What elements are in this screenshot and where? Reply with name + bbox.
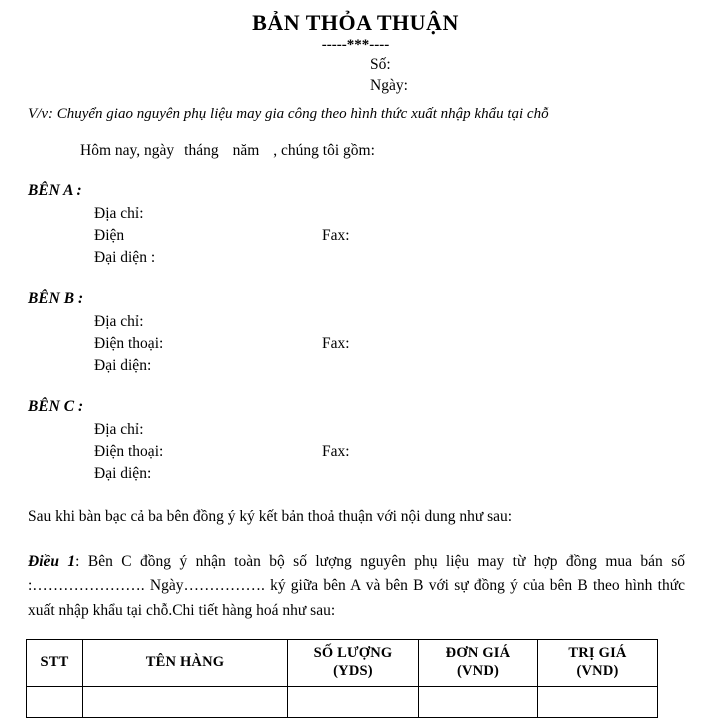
goods-header-don-gia: [419, 639, 538, 686]
goods-header-so-luong-main: SỐ LƯỢNG: [313, 645, 393, 662]
party-block-a: [0, 181, 711, 269]
goods-table-head: [27, 639, 658, 686]
page-title: BẢN THỎA THUẬN: [252, 10, 459, 35]
party-b-rep-label: Đại diện:: [94, 357, 152, 375]
subject-line: V/v: Chuyển giao nguyên phụ liệu may gia công theo hình thức xuất nhập khẩu tại chỗ: [28, 105, 549, 122]
party-a-title: BÊN A :: [28, 182, 82, 200]
party-b-address-row: [94, 311, 711, 333]
agreement-intro-paragraph: Sau khi bàn bạc cả ba bên đồng ý ký kết bản thoả thuận với nội dung như sau:: [28, 508, 513, 526]
party-b-phone-row: [94, 333, 711, 355]
party-block-c: [0, 397, 711, 485]
goods-header-stt: [27, 639, 83, 686]
article-1-label: Điều 1: [28, 552, 76, 570]
goods-table-container: [0, 639, 711, 718]
intro-part-1: Hôm nay, ngày: [80, 142, 175, 160]
goods-cell-so-luong[interactable]: [288, 686, 419, 717]
goods-cell-ten-hang[interactable]: [83, 686, 288, 717]
article-1-text: : Bên C đồng ý nhận toàn bộ số lượng nguyên phụ liệu may từ hợp đồng mua bán số :…………………. Ngày……………. ký giữa bên A và bên B với sự đồng ý của bên B theo hình thức xuất nhập khẩu tại chỗ.Chi tiết hàng hoá như sau:: [28, 552, 685, 619]
party-a-address-label: Địa chỉ:: [94, 205, 144, 223]
party-a-fax-label: Fax:: [322, 227, 350, 245]
party-block-b: [0, 289, 711, 377]
party-c-address-row: [94, 419, 711, 441]
party-a-phone-row: [94, 225, 711, 247]
goods-table-header-row: [27, 639, 658, 686]
party-a-rep-label: Đại diện :: [94, 249, 156, 267]
party-c-address-label: Địa chỉ:: [94, 421, 144, 439]
party-b-address-label: Địa chỉ:: [94, 313, 144, 331]
party-b-fax-label: Fax:: [322, 335, 350, 353]
document-meta: [0, 55, 711, 97]
goods-header-ten-hang-main: TÊN HÀNG: [145, 654, 225, 671]
goods-header-don-gia-main: ĐƠN GIÁ: [445, 645, 511, 662]
document-page: [0, 10, 711, 679]
party-b-rep-row: [94, 355, 711, 377]
article-1-paragraph: [0, 550, 711, 623]
goods-header-don-gia-unit: (VND): [456, 662, 500, 679]
goods-header-tri-gia: [538, 639, 658, 686]
goods-header-stt-main: STT: [40, 654, 69, 671]
goods-table-body: [27, 686, 658, 717]
goods-table: [26, 639, 658, 718]
intro-part-2: tháng: [184, 142, 219, 160]
table-row[interactable]: [27, 686, 658, 717]
intro-part-3: năm: [232, 142, 260, 160]
goods-cell-tri-gia[interactable]: [538, 686, 658, 717]
party-a-address-row: [94, 203, 711, 225]
goods-header-so-luong: [288, 639, 419, 686]
party-c-phone-row: [94, 441, 711, 463]
intro-line: [0, 141, 711, 161]
party-c-rep-label: Đại diện:: [94, 465, 152, 483]
party-b-phone-label: Điện thoại:: [94, 335, 164, 353]
title-separator: -----***----: [321, 37, 390, 54]
document-number-label: Số:: [370, 55, 391, 73]
party-c-phone-label: Điện thoại:: [94, 443, 164, 461]
party-c-title: BÊN C :: [28, 398, 84, 416]
party-a-rows: [28, 203, 711, 269]
intro-part-4: , chúng tôi gồm:: [273, 142, 375, 160]
party-a-phone-label: Điện: [94, 227, 125, 245]
party-c-fax-label: Fax:: [322, 443, 350, 461]
goods-header-ten-hang: [83, 639, 288, 686]
document-date-label: Ngày:: [370, 76, 408, 94]
goods-header-tri-gia-unit: (VND): [576, 662, 619, 679]
goods-cell-stt[interactable]: [27, 686, 83, 717]
goods-cell-don-gia[interactable]: [419, 686, 538, 717]
goods-header-so-luong-unit: (YDS): [333, 662, 373, 679]
party-c-rows: [28, 419, 711, 485]
party-b-title: BÊN B :: [28, 290, 84, 308]
party-b-rows: [28, 311, 711, 377]
party-c-rep-row: [94, 463, 711, 485]
party-a-rep-row: [94, 247, 711, 269]
goods-header-tri-gia-main: TRỊ GIÁ: [568, 645, 627, 662]
